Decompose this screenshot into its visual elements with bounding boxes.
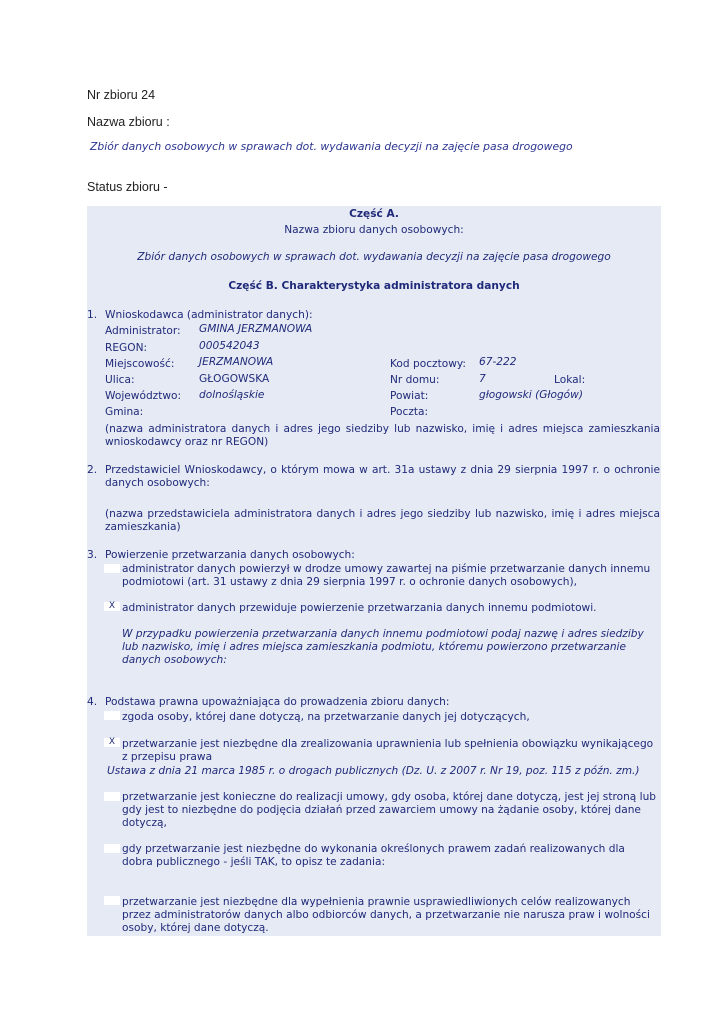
- section4-option3-text: przetwarzanie jest konieczne do realizacji umowy, gdy osoba, której dane dotyczą, jest jej stroną lub gdy jest to niezbędne do podjęcia działań przed zawarciem umowy na żądanie osoby, której dane dotyczą,: [122, 791, 657, 829]
- lokal-label: Lokal:: [554, 374, 586, 386]
- powiat-label: Powiat:: [390, 390, 429, 402]
- record-number: Nr zbioru 24: [87, 88, 156, 102]
- section4-option4-checkbox[interactable]: [104, 844, 120, 853]
- section1-heading: Wnioskodawca (administrator danych):: [105, 309, 313, 321]
- section4-option2-checkbox[interactable]: X: [104, 738, 120, 747]
- section2-heading: Przedstawiciel Wnioskodawcy, o którym mowa w art. 31a ustawy z dnia 29 sierpnia 1997 r. o ochronie danych osobowych:: [105, 464, 660, 489]
- section3-option1-checkbox[interactable]: [104, 564, 120, 573]
- part-a-name: Zbiór danych osobowych w sprawach dot. wydawania decyzji na zajęcie pasa drogowego: [137, 251, 611, 263]
- nrdomu-label: Nr domu:: [390, 374, 440, 386]
- section2-number: 2.: [87, 464, 98, 476]
- poczta-label: Poczta:: [390, 406, 429, 418]
- ulica-label: Ulica:: [105, 374, 135, 386]
- section1-note: (nazwa administratora danych i adres jego siedziby lub nazwisko, imię i adres miejsca zamieszkania wnioskodawcy oraz nr REGON): [105, 423, 660, 448]
- section3-option1-text: administrator danych powierzył w drodze umowy zawartej na piśmie przetwarzanie danych innemu podmiotowi (art. 31 ustawy z dnia 29 sierpnia 1997 r. o ochronie danych osobowych),: [122, 563, 651, 588]
- section3-instruction: W przypadku powierzenia przetwarzania danych innemu podmiotowi podaj nazwę i adres siedziby lub nazwisko, imię i adres miejsca zamieszkania podmiotu, któremu powierzono przetwarzanie danych osobowych:: [122, 628, 644, 666]
- powiat-value: głogowski (Głogów): [479, 389, 583, 401]
- miejscowosc-value: JERZMANOWA: [199, 356, 274, 368]
- kod-label: Kod pocztowy:: [390, 358, 466, 370]
- miejscowosc-label: Miejscowość:: [105, 358, 175, 370]
- part-b-title: Część B. Charakterystyka administratora danych: [228, 280, 520, 292]
- section3-heading: Powierzenie przetwarzania danych osobowych:: [105, 549, 355, 561]
- nrdomu-value: 7: [479, 373, 486, 385]
- section4-option4-text: gdy przetwarzanie jest niezbędne do wykonania określonych prawem zadań realizowanych dla dobra publicznego - jeśli TAK, to opisz te zadania:: [122, 843, 625, 868]
- record-status-label: Status zbioru -: [87, 180, 168, 194]
- section4-legal-basis: Ustawa z dnia 21 marca 1985 r. o drogach publicznych (Dz. U. z 2007 r. Nr 19, poz. 115 z późn. zm.): [107, 765, 640, 777]
- gmina-label: Gmina:: [105, 406, 144, 418]
- ulica-value: GŁOGOWSKA: [199, 373, 270, 385]
- administrator-label: Administrator:: [105, 325, 181, 337]
- administrator-value: GMINA JERZMANOWA: [199, 323, 313, 335]
- kod-value: 67-222: [479, 356, 517, 368]
- section3-option2-text: administrator danych przewiduje powierzenie przetwarzania danych innemu podmiotowi.: [122, 602, 597, 614]
- form-panel: [87, 206, 661, 936]
- section4-number: 4.: [87, 696, 98, 708]
- record-name-value: Zbiór danych osobowych w sprawach dot. wydawania decyzji na zajęcie pasa drogowego: [90, 140, 573, 153]
- record-name-label: Nazwa zbioru :: [87, 115, 170, 129]
- wojewodztwo-label: Województwo:: [105, 390, 182, 402]
- wojewodztwo-value: dolnośląskie: [199, 389, 265, 401]
- section4-heading: Podstawa prawna upoważniająca do prowadzenia zbioru danych:: [105, 696, 450, 708]
- section4-option2-text: przetwarzanie jest niezbędne dla zrealizowania uprawnienia lub spełnienia obowiązku wynikającego z przepisu prawa: [122, 738, 654, 763]
- section4-option5-checkbox[interactable]: [104, 896, 120, 905]
- section4-option1-text: zgoda osoby, której dane dotyczą, na przetwarzanie danych jej dotyczących,: [122, 711, 530, 723]
- part-a-title: Część A.: [349, 208, 399, 220]
- regon-value: 000542043: [199, 340, 260, 352]
- regon-label: REGON:: [105, 342, 148, 354]
- part-a-subtitle: Nazwa zbioru danych osobowych:: [284, 224, 464, 236]
- section4-option5-text: przetwarzanie jest niezbędne dla wypełnienia prawnie usprawiedliwionych celów realizowanych przez administratorów danych albo odbiorców danych, a przetwarzanie nie narusza praw i wolności osoby, której dane dotyczą.: [122, 896, 650, 934]
- section3-option2-checkbox[interactable]: X: [104, 602, 120, 611]
- section4-option1-checkbox[interactable]: [104, 711, 120, 720]
- section4-option3-checkbox[interactable]: [104, 792, 120, 801]
- section3-number: 3.: [87, 549, 98, 561]
- section1-number: 1.: [87, 309, 98, 321]
- section2-note: (nazwa przedstawiciela administratora danych i adres jego siedziby lub nazwisko, imię i adres miejsca zamieszkania): [105, 508, 660, 533]
